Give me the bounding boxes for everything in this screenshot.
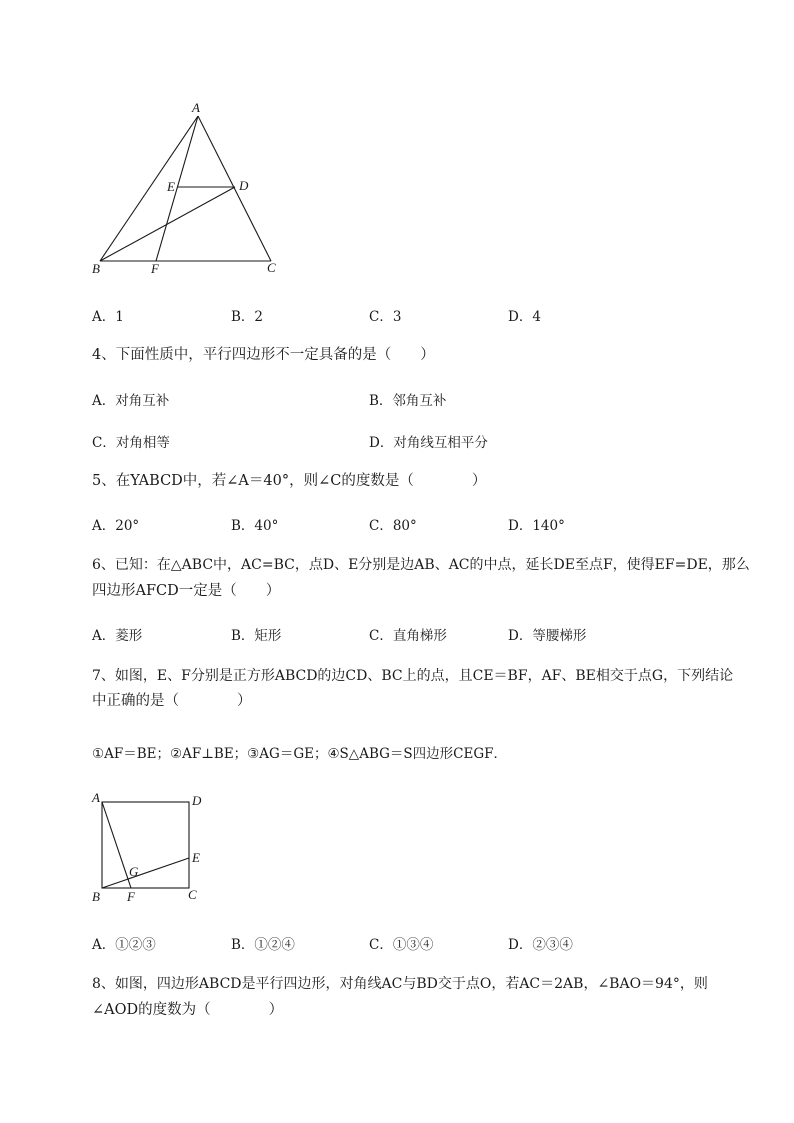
q3-option-b[interactable]: B．2 xyxy=(231,309,264,325)
label-A: A xyxy=(192,100,200,115)
label-B: B xyxy=(92,261,100,276)
q3-option-d[interactable]: D．4 xyxy=(508,309,541,325)
q7-stem-line2: 中正确的是（ ） xyxy=(92,693,252,709)
q5-option-b[interactable]: B．40° xyxy=(231,518,279,534)
label-C: C xyxy=(267,260,276,275)
q7-stem-line1: 7、如图，E、F分别是正方形ABCD的边CD、BC上的点，且CE＝BF，AF、BE相交于点G，下列结论 xyxy=(92,668,734,684)
label-G: G xyxy=(129,864,139,879)
q4-option-b[interactable]: B．邻角互补 xyxy=(369,393,447,409)
q8-stem-line1: 8、如图，四边形ABCD是平行四边形，对角线AC与BD交于点O，若AC＝2AB，∠BAO＝94°，则 xyxy=(92,976,708,992)
q4-option-d[interactable]: D．对角线互相平分 xyxy=(369,435,488,451)
q8-stem-line2: ∠AOD的度数为（ ） xyxy=(92,1002,284,1018)
label-E: E xyxy=(167,179,175,194)
q4-stem: 4、下面性质中，平行四边形不一定具备的是（ ） xyxy=(92,347,435,363)
q7-option-c[interactable]: C．①③④ xyxy=(369,937,434,953)
q6-stem-line2: 四边形AFCD一定是（ ） xyxy=(92,583,281,599)
q5-option-c[interactable]: C．80° xyxy=(369,518,417,534)
q5-option-a[interactable]: A．20° xyxy=(92,518,140,534)
q6-option-c[interactable]: C．直角梯形 xyxy=(369,628,447,644)
q6-option-d[interactable]: D．等腰梯形 xyxy=(508,628,587,644)
q6-stem-line1: 6、已知：在△ABC中，AC=BC，点D、E分别是边AB、AC的中点，延长DE至点F，使得EF=DE，那么 xyxy=(92,557,750,573)
q3-option-a[interactable]: A．1 xyxy=(92,309,124,325)
q6-option-a[interactable]: A．菱形 xyxy=(92,628,143,644)
label-B: B xyxy=(92,889,100,904)
q7-conclusions: ①AF＝BE；②AF⊥BE；③AG＝GE；④S△ABG＝S四边形CEGF． xyxy=(92,746,507,762)
square-figure xyxy=(88,790,218,910)
label-E: E xyxy=(192,850,200,865)
q3-option-c[interactable]: C．3 xyxy=(369,309,402,325)
label-F: F xyxy=(151,261,159,276)
q5-stem: 5、在YABCD中，若∠A＝40°，则∠C的度数是（ ） xyxy=(92,473,487,489)
label-C: C xyxy=(188,887,197,902)
q5-option-d[interactable]: D．140° xyxy=(508,518,565,534)
q7-option-b[interactable]: B．①②④ xyxy=(231,937,295,953)
label-F: F xyxy=(127,889,135,904)
triangle-figure xyxy=(85,95,285,285)
q7-option-a[interactable]: A．①②③ xyxy=(92,937,156,953)
label-D: D xyxy=(239,178,249,193)
q7-option-d[interactable]: D．②③④ xyxy=(508,937,573,953)
q4-option-a[interactable]: A．对角互补 xyxy=(92,393,170,409)
label-D: D xyxy=(192,793,202,808)
q4-option-c[interactable]: C．对角相等 xyxy=(92,435,170,451)
q6-option-b[interactable]: B．矩形 xyxy=(231,628,282,644)
label-A: A xyxy=(92,790,100,805)
